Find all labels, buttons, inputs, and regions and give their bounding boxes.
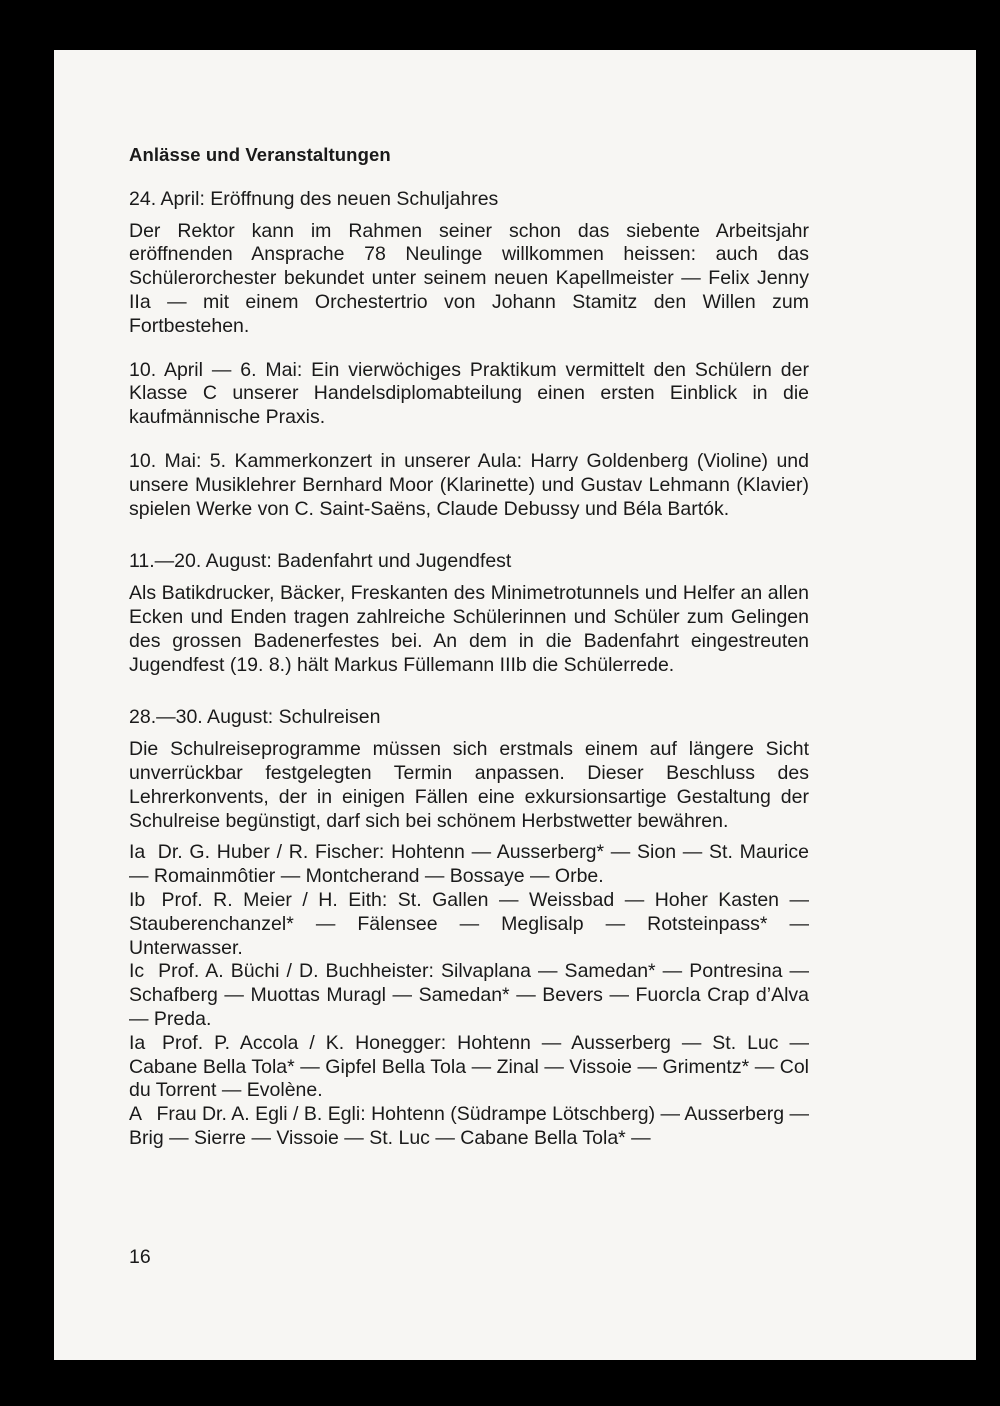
page-number: 16 <box>129 1246 151 1268</box>
trip-item <box>129 841 809 889</box>
document-page <box>54 50 976 1360</box>
section-text-school-year: Der Rektor kann im Rahmen seiner schon das siebente Arbeitsjahr eröffnenden Ansprache 78 Neulinge willkommen heissen: auch das Schülerorchester bekundet unter seinem neuen Kapellmeister — Felix Jenny IIa — mit einem Orchestertrio von Johann Stamitz den Willen zum Fortbestehen. <box>129 219 809 337</box>
trip-list <box>129 841 809 1150</box>
section-text-badenfahrt: Als Batikdrucker, Bäcker, Freskanten des Minimetrotunnels und Helfer an allen Ecken und Enden tragen zahlreiche Schülerinnen und Schüler zum Gelingen des grossen Badenerfestes bei. An dem in die Badenfahrt eingestreuten Jugendfest (19. 8.) hält Markus Füllemann IIIb die Schülerrede. <box>129 582 809 676</box>
trip-text: Prof. R. Meier / H. Eith: St. Gallen — Weissbad — Hoher Kasten — Stauberenchanzel* — Fälensee — Meglisalp — Rotsteinpass* — Unterwasser. <box>129 888 810 959</box>
trip-item <box>129 960 809 1031</box>
section-text-chamber-concert: 10. Mai: 5. Kammerkonzert in unserer Aula: Harry Goldenberg (Violine) und unsere Musiklehrer Bernhard Moor (Klarinette) und Gustav Lehmann (Klavier) spielen Werke von C. Saint-Saëns, Claude Debussy und Béla Bartók. <box>129 449 809 520</box>
trip-class: Ib <box>129 888 146 911</box>
page-heading: Anlässe und Veranstaltungen <box>129 144 391 165</box>
trip-text: Prof. A. Büchi / D. Buchheister: Silvaplana — Samedan* — Pontresina — Schafberg — Muottas Muragl — Samedan* — Bevers — Fuorcla Crap d’Alva — Preda. <box>129 960 810 1030</box>
trip-text: Frau Dr. A. Egli / B. Egli: Hohtenn (Südrampe Lötschberg) — Ausserberg — Brig — Sierre — Vissoie — St. Luc — Cabane Bella Tola* — <box>129 1103 809 1149</box>
trip-item <box>129 889 809 960</box>
section-subtitle-school-year: 24. April: Eröffnung des neuen Schuljahres <box>129 187 499 210</box>
trip-class: Ia <box>129 841 146 864</box>
trip-text: Dr. G. Huber / R. Fischer: Hohtenn — Ausserberg* — Sion — St. Maurice — Romainmôtier — Montcherand — Bossaye — Orbe. <box>129 841 809 888</box>
section-subtitle-badenfahrt: 11.—20. August: Badenfahrt und Jugendfest <box>129 550 512 573</box>
trip-class: Ia <box>129 1031 146 1054</box>
section-subtitle-schulreisen: 28.—30. August: Schulreisen <box>129 706 381 729</box>
section-text-internship: 10. April — 6. Mai: Ein vierwöchiges Praktikum vermittelt den Schülern der Klasse C unserer Handelsdiplomabteilung einen ersten Einblick in die kaufmännische Praxis. <box>129 358 809 429</box>
section-text-schulreisen: Die Schulreiseprogramme müssen sich erstmals einem auf längere Sicht unverrückbar festgelegten Termin anpassen. Dieser Beschluss des Lehrerkonvents, der in einigen Fällen eine exkursionsartige Gestaltung der Schulreise begünstigt, darf sich bei schönem Herbstwetter bewähren. <box>129 738 809 832</box>
trip-item <box>129 1032 809 1103</box>
page-content <box>129 143 809 1151</box>
trip-item <box>129 1103 809 1151</box>
trip-class: A <box>129 1103 143 1126</box>
trip-text: Prof. P. Accola / K. Honegger: Hohtenn — Ausserberg — St. Luc — Cabane Bella Tola* — Gipfel Bella Tola — Zinal — Vissoie — Grimentz* — Col du Torrent — Evolène. <box>129 1031 809 1102</box>
trip-class: Ic <box>129 960 145 983</box>
